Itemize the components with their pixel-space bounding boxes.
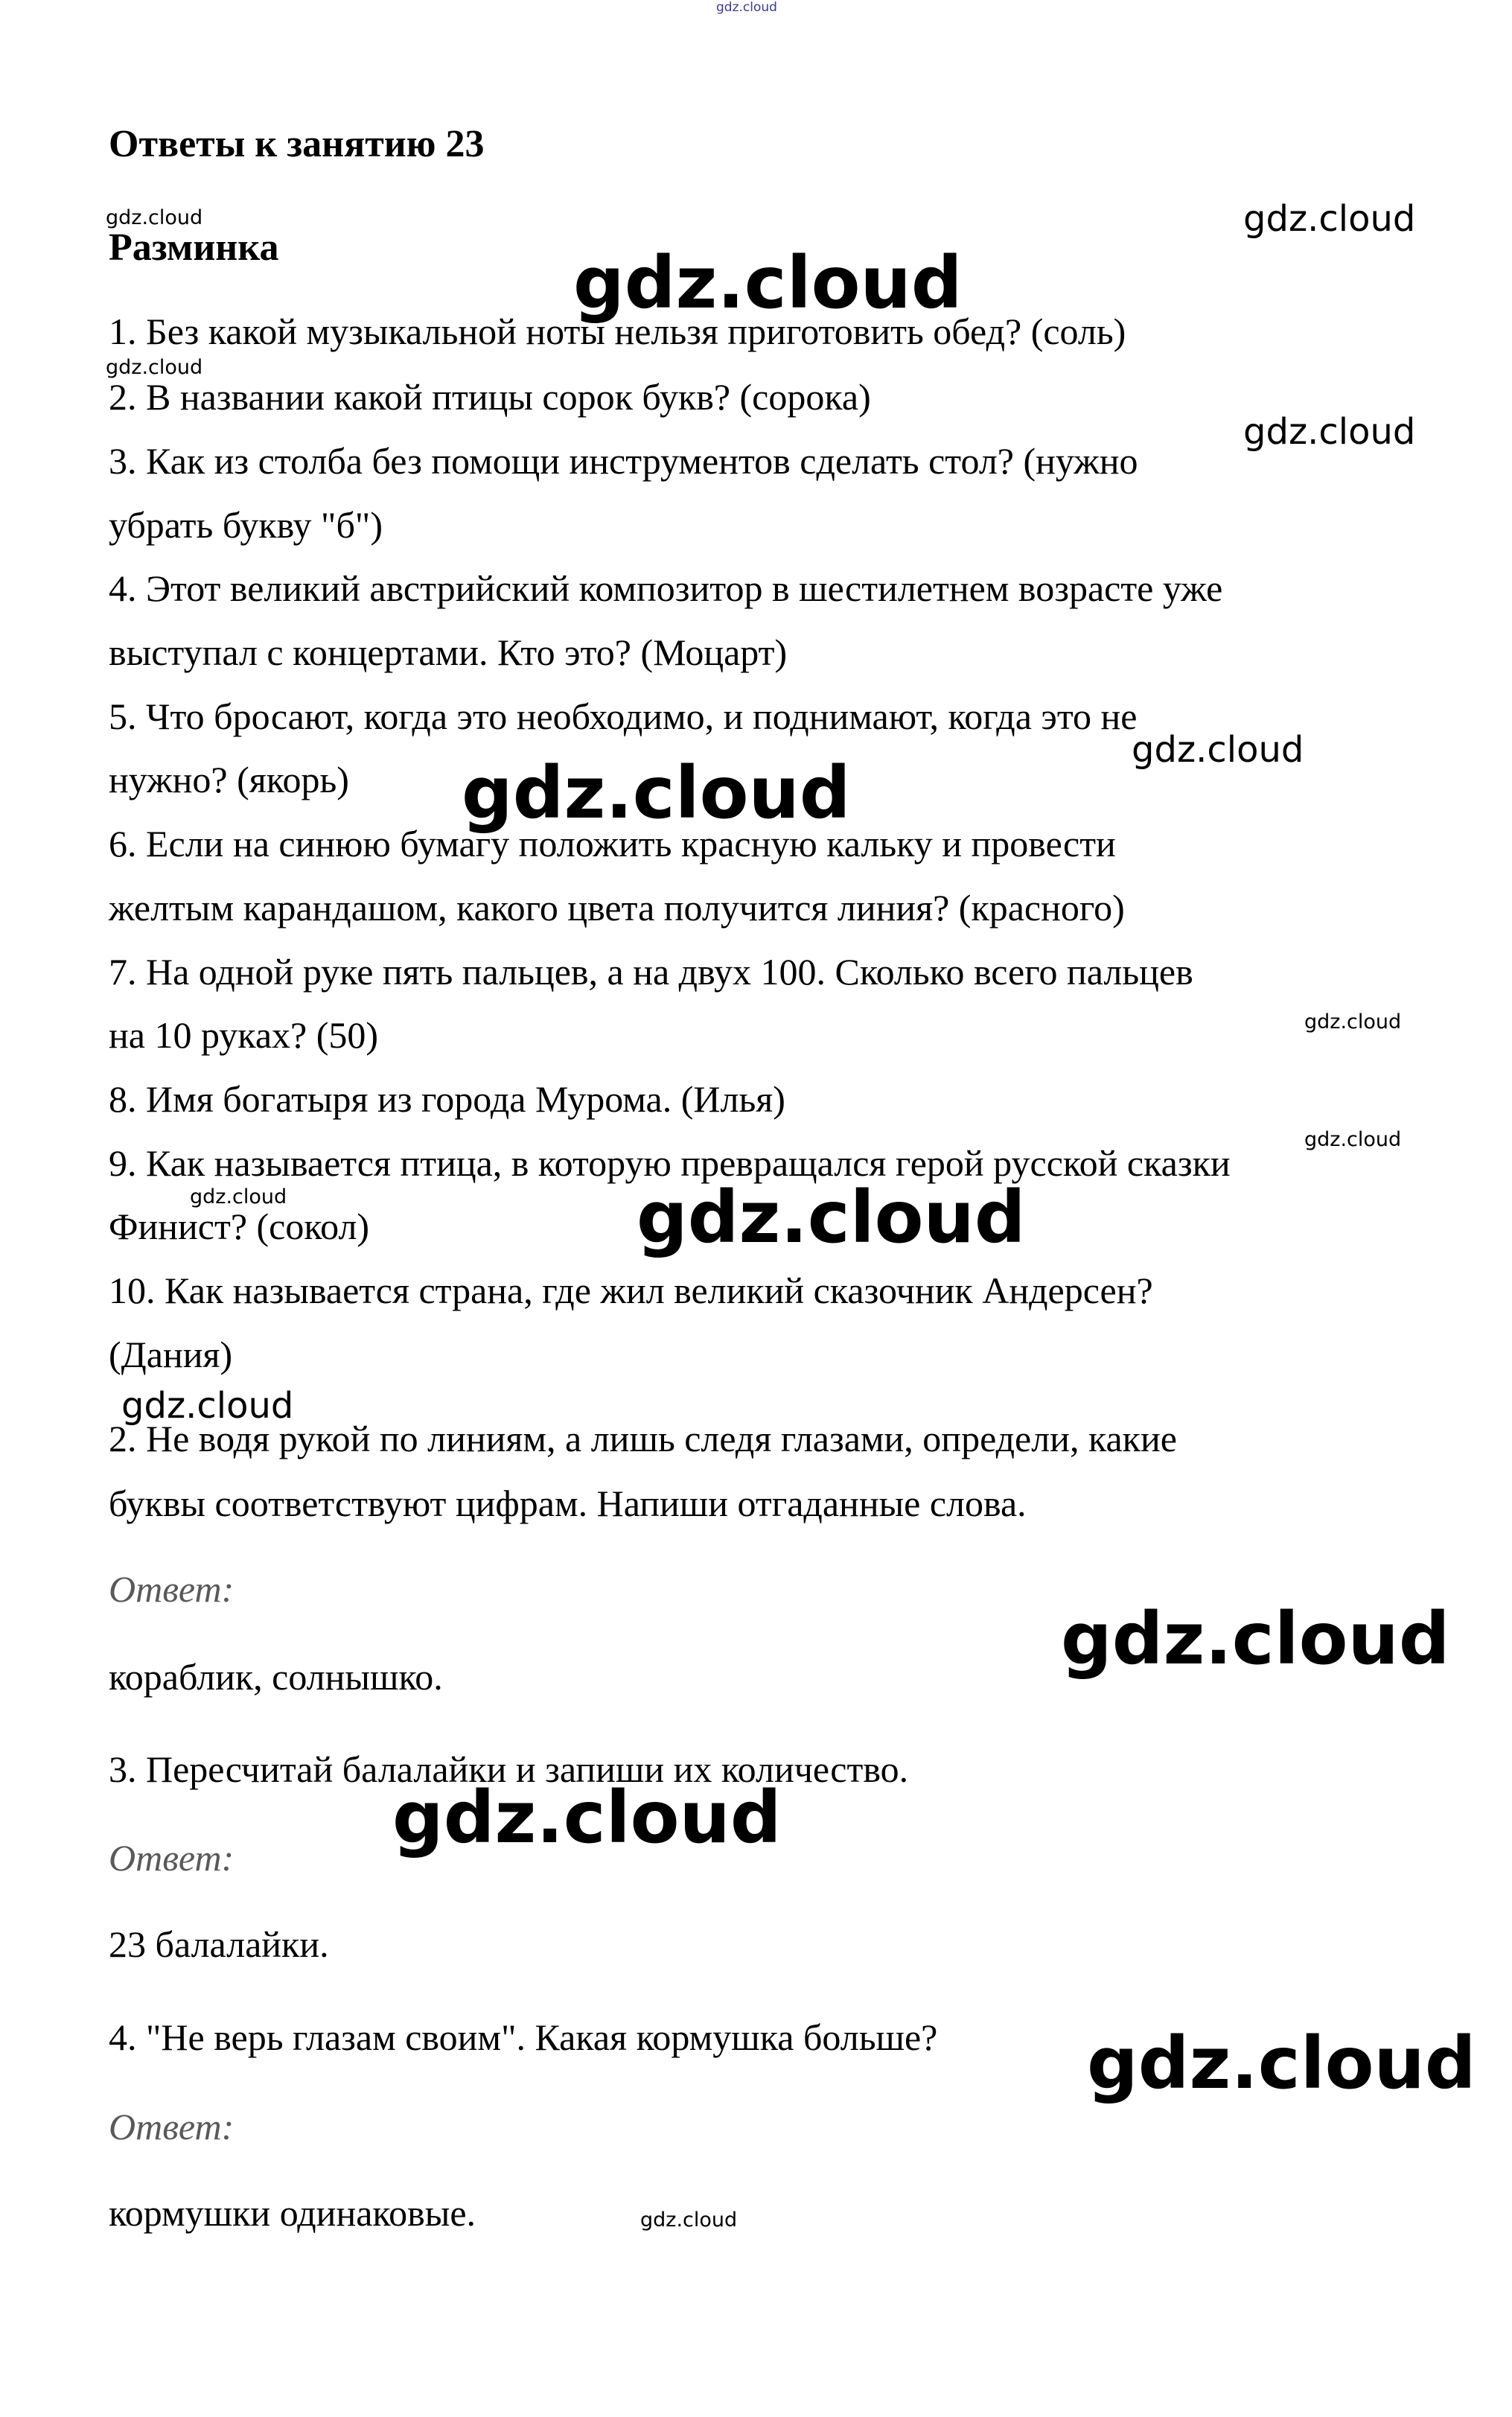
warmup-line: убрать букву "б") — [109, 504, 383, 546]
task-question: 2. Не водя рукой по линиям, а лишь следя глазами, определи, какие — [109, 1418, 1177, 1459]
watermark: gdz.cloud — [1061, 1597, 1450, 1681]
watermark: gdz.cloud — [1243, 198, 1416, 240]
warmup-line: Финист? (сокол) — [109, 1206, 370, 1247]
watermark: gdz.cloud — [106, 206, 203, 229]
answer-text: кораблик, солнышко. — [109, 1656, 443, 1698]
answer-text: 23 балалайки. — [109, 1923, 329, 1965]
warmup-line: 10. Как называется страна, где жил великий сказочник Андерсен? — [109, 1270, 1153, 1311]
task-question: 3. Пересчитай балалайки и запиши их количество. — [109, 1748, 909, 1790]
watermark: gdz.cloud — [106, 356, 203, 379]
warmup-line: 2. В названии какой птицы сорок букв? (сорока) — [109, 376, 871, 418]
watermark: gdz.cloud — [637, 1176, 1026, 1259]
warmup-line: 6. Если на синюю бумагу положить красную кальку и провести — [109, 823, 1116, 864]
task-question: 4. "Не верь глазам своим". Какая кормушка больше? — [109, 2016, 938, 2058]
watermark: gdz.cloud — [1087, 2022, 1476, 2105]
watermark: gdz.cloud — [190, 1185, 287, 1208]
watermark: gdz.cloud — [716, 0, 777, 15]
warmup-line: на 10 руках? (50) — [109, 1014, 379, 1056]
warmup-line: 8. Имя богатыря из города Мурома. (Илья) — [109, 1078, 785, 1120]
watermark: gdz.cloud — [1304, 1128, 1402, 1151]
answer-text: кормушки одинаковые. — [109, 2192, 476, 2234]
section-title: Разминка — [109, 226, 279, 269]
watermark: gdz.cloud — [121, 1385, 294, 1427]
watermark: gdz.cloud — [1243, 411, 1416, 453]
warmup-line: 1. Без какой музыкальной ноты нельзя приготовить обед? (соль) — [109, 311, 1126, 352]
watermark: gdz.cloud — [462, 751, 851, 835]
warmup-line: 9. Как называется птица, в которую превращался герой русской сказки — [109, 1142, 1231, 1184]
warmup-line: 3. Как из столба без помощи инструментов сделать стол? (нужно — [109, 440, 1138, 482]
answer-label: Ответ: — [109, 1837, 235, 1879]
warmup-line: 7. На одной руке пять пальцев, а на двух 100. Сколько всего пальцев — [109, 951, 1193, 993]
answer-label: Ответ: — [109, 1568, 235, 1610]
warmup-line: нужно? (якорь) — [109, 759, 349, 800]
answer-label: Ответ: — [109, 2106, 235, 2147]
warmup-line: 5. Что бросают, когда это необходимо, и поднимают, когда это не — [109, 695, 1138, 737]
warmup-line: (Дания) — [109, 1334, 233, 1375]
watermark: gdz.cloud — [573, 241, 963, 325]
watermark: gdz.cloud — [1132, 729, 1304, 771]
task-question: буквы соответствуют цифрам. Напиши отгаданные слова. — [109, 1483, 1027, 1524]
watermark: gdz.cloud — [392, 1776, 782, 1859]
watermark: gdz.cloud — [640, 2209, 738, 2232]
warmup-line: 4. Этот великий австрийский композитор в шестилетнем возрасте уже — [109, 567, 1223, 609]
warmup-line: выступал с концертами. Кто это? (Моцарт) — [109, 631, 788, 673]
warmup-line: желтым карандашом, какого цвета получится линия? (красного) — [109, 887, 1125, 929]
page-title: Ответы к занятию 23 — [109, 123, 485, 165]
watermark: gdz.cloud — [1304, 1010, 1402, 1034]
